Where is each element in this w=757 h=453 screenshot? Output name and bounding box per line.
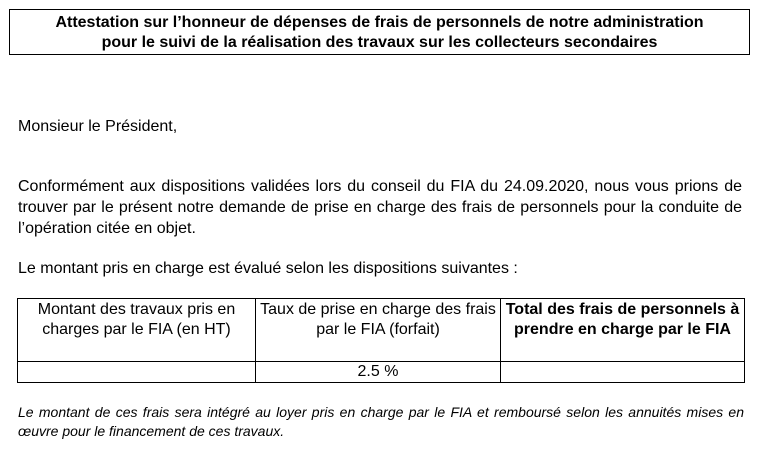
document-title bbox=[9, 9, 750, 55]
salutation: Monsieur le Président, bbox=[18, 118, 178, 135]
cell-total-fees bbox=[501, 362, 745, 383]
table-intro: Le montant pris en charge est évalué selon les dispositions suivantes : bbox=[18, 260, 518, 277]
header-coverage-rate: Taux de prise en charge des frais par le FIA (forfait) bbox=[256, 299, 501, 362]
body-paragraph: Conformément aux dispositions validées lors du conseil du FIA du 24.09.2020, nous vous prions de trouver par le présent notre demande de prise en charge des frais de personnels pour la conduite de l’opération citée en objet. bbox=[18, 178, 742, 237]
footnote: Le montant de ces frais sera intégré au loyer pris en charge par le FIA et remboursé selon les annuités mises en œuvre pour le financement de ces travaux. bbox=[18, 404, 744, 439]
cell-works-amount bbox=[18, 362, 256, 383]
fees-table-value-row bbox=[18, 362, 745, 383]
document-title-line-1: Attestation sur l’honneur de dépenses de frais de personnels de notre administration bbox=[55, 14, 704, 31]
header-total-fees: Total des frais de personnels à prendre en charge par le FIA bbox=[501, 299, 745, 362]
fees-table-header-row bbox=[18, 299, 745, 362]
document-title-line-2: pour le suivi de la réalisation des travaux sur les collecteurs secondaires bbox=[101, 34, 658, 51]
header-works-amount: Montant des travaux pris en charges par le FIA (en HT) bbox=[18, 299, 256, 362]
cell-coverage-rate: 2.5 % bbox=[256, 362, 501, 383]
fees-table bbox=[17, 298, 745, 383]
